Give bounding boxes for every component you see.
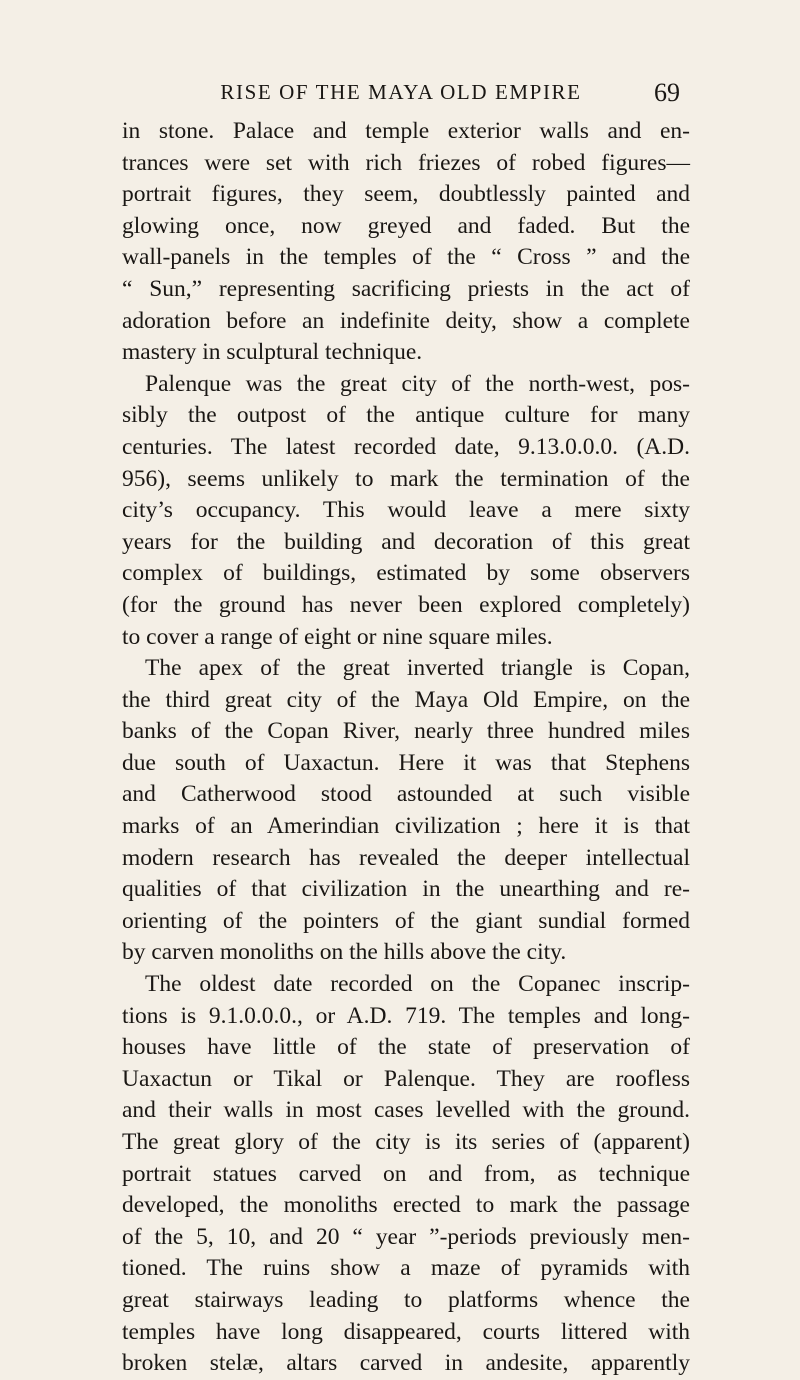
text-line: tioned. The ruins show a maze of pyramids with	[122, 1255, 690, 1282]
text-line: years for the building and decoration of this great	[122, 528, 690, 555]
text-line: to cover a range of eight or nine square miles.	[122, 623, 553, 650]
text-line: the third great city of the Maya Old Empire, on the	[122, 686, 690, 713]
text-line: modern research has revealed the deeper intellectual	[122, 844, 690, 871]
running-title: RISE OF THE MAYA OLD EMPIRE	[220, 80, 582, 104]
text-line: complex of buildings, estimated by some observers	[122, 560, 690, 587]
text-line: developed, the monoliths erected to mark the passage	[122, 1192, 690, 1219]
text-line: portrait figures, they seem, doubtlessly painted and	[122, 181, 690, 208]
running-head	[122, 78, 680, 110]
text-line: houses have little of the state of preservation of	[122, 1034, 690, 1061]
text-line: The oldest date recorded on the Copanec inscrip-	[145, 971, 690, 998]
text-line: in stone. Palace and temple exterior walls and en-	[122, 118, 690, 144]
text-line: glowing once, now greyed and faded. But the	[122, 212, 690, 239]
text-line: tions is 9.1.0.0.0., or A.D. 719. The temples and long-	[122, 1002, 690, 1029]
text-line: portrait statues carved on and from, as technique	[122, 1160, 690, 1187]
text-line: broken stelæ, altars carved in andesite, apparently	[122, 1350, 690, 1377]
text-line: sibly the outpost of the antique culture for many	[122, 402, 690, 429]
text-line: orienting of the pointers of the giant sundial formed	[122, 907, 690, 934]
page-number: 69	[654, 78, 680, 107]
text-line: The apex of the great inverted triangle is Copan,	[145, 655, 690, 682]
text-line: mastery in sculptural technique.	[122, 339, 423, 366]
text-line: banks of the Copan River, nearly three hundred miles	[122, 718, 690, 745]
text-line: (for the ground has never been explored completely)	[122, 591, 690, 618]
text-line: 956), seems unlikely to mark the termination of the	[122, 465, 690, 492]
text-line: by carven monoliths on the hills above the city.	[122, 939, 567, 966]
text-line: Uaxactun or Tikal or Palenque. They are roofless	[122, 1065, 690, 1092]
text-line: great stairways leading to platforms whence the	[122, 1286, 690, 1313]
body-text	[122, 116, 690, 1380]
text-line: marks of an Amerindian civilization ; here it is that	[122, 813, 690, 840]
text-line: The great glory of the city is its series of (apparent)	[122, 1129, 690, 1155]
text-line: Palenque was the great city of the north-west, pos-	[145, 370, 690, 397]
text-line: wall-panels in the temples of the “ Cross ” and the	[122, 244, 690, 271]
text-line: trances were set with rich friezes of robed figures—	[122, 149, 690, 176]
text-line: due south of Uaxactun. Here it was that Stephens	[122, 749, 690, 776]
text-line: temples have long disappeared, courts littered with	[122, 1318, 690, 1345]
text-line: and Catherwood stood astounded at such visible	[122, 781, 690, 808]
text-line: of the 5, 10, and 20 “ year ”-periods previously men-	[122, 1223, 690, 1250]
text-line: centuries. The latest recorded date, 9.13.0.0.0. (A.D.	[122, 433, 690, 460]
text-line: and their walls in most cases levelled with the ground.	[122, 1097, 690, 1124]
text-line: qualities of that civilization in the unearthing and re-	[122, 876, 690, 903]
text-line: “ Sun,” representing sacrificing priests in the act of	[122, 275, 690, 302]
text-line: adoration before an indefinite deity, show a complete	[122, 307, 690, 334]
text-line: city’s occupancy. This would leave a mere sixty	[122, 497, 690, 524]
